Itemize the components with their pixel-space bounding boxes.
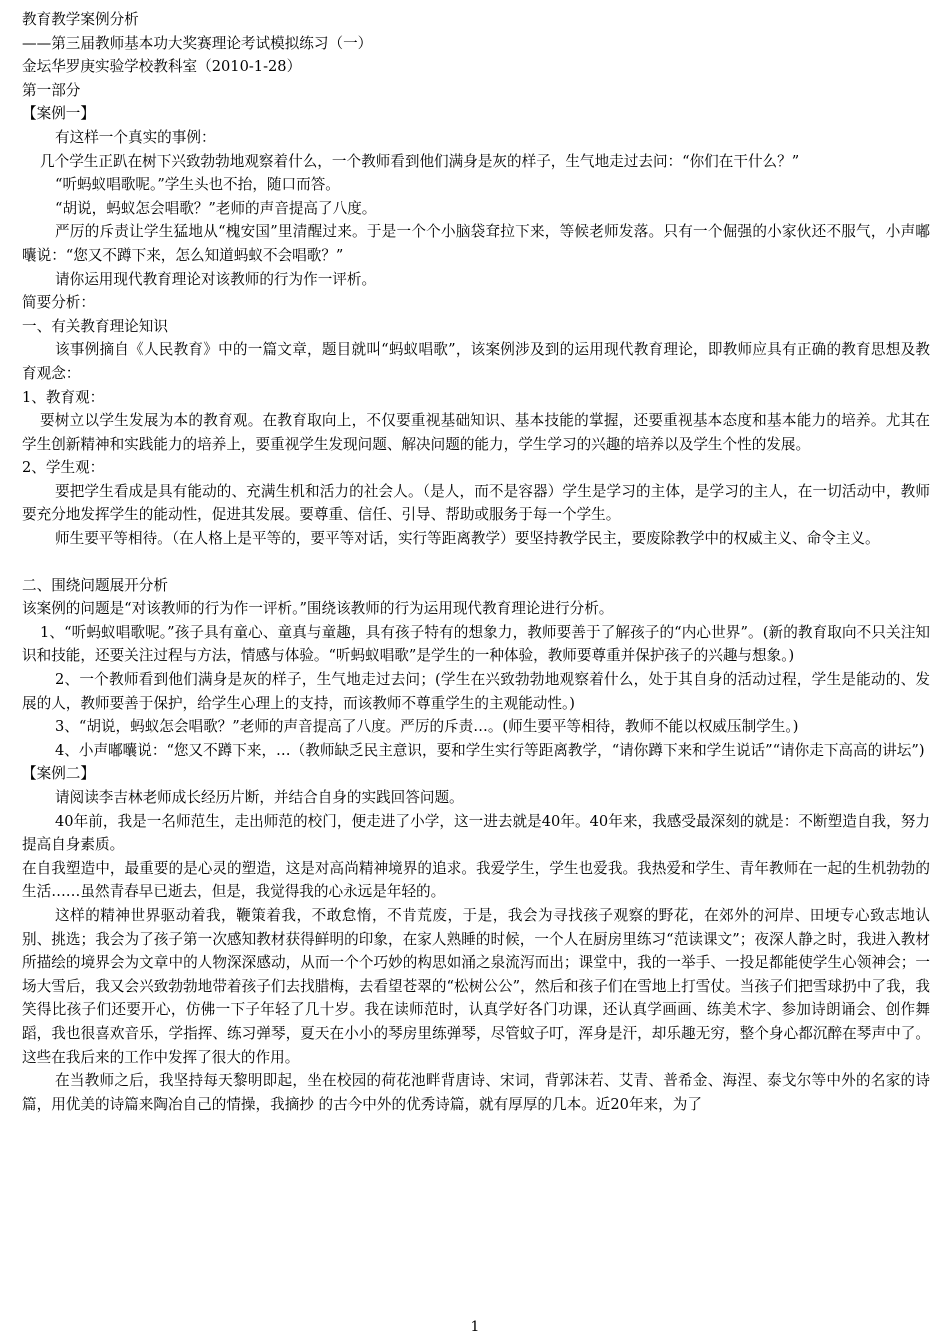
case2-paragraph: 请阅读李吉林老师成长经历片断，并结合自身的实践回答问题。 xyxy=(55,789,464,806)
case2-paragraph: 在当教师之后，我坚持每天黎明即起，坐在校园的荷花池畔背唐诗、宋词，背郭沫若、艾青、普希金、海涅、泰戈尔等中外的名家的诗篇，用优美的诗篇来陶冶自己的情操，我摘抄 的古今中外的优秀诗篇，就有厚厚的几本。近20年来，为了 xyxy=(22,1072,930,1113)
case1-paragraph: 请你运用现代教育理论对该教师的行为作一评析。 xyxy=(55,270,377,288)
analysis-heading: 简要分析： xyxy=(22,294,95,312)
page-number: 1 xyxy=(470,1319,480,1335)
subsection-heading: 2、学生观： xyxy=(22,459,105,477)
analysis-paragraph: 要树立以学生发展为本的教育观。在教育取向上，不仅要重视基础知识、基本技能的掌握，还要重视基本态度和基本能力的培养。尤其在学生创新精神和实践能力的培养上，要重视学生发现问题、解决问题的能力，学生学习的兴趣的培养以及学生个性的发展。 xyxy=(22,412,930,453)
document-body xyxy=(22,8,930,1116)
analysis-point: 3、“胡说，蚂蚁怎会唱歌？”老师的声音提高了八度。严厉的斥责…。(师生要平等相待，教师不能以权威压制学生。) xyxy=(55,718,799,736)
case1-heading: 【案例一】 xyxy=(22,105,95,123)
case2-heading: 【案例二】 xyxy=(22,765,95,783)
analysis-paragraph: 要把学生看成是具有能动的、充满生机和活力的社会人。（是人，而不是容器）学生是学习的主体，是学习的主人，在一切活动中，教师要充分地发挥学生的能动性，促进其发展。要尊重、信任、引导、帮助或服务于每一个学生。 xyxy=(22,482,930,524)
case1-paragraph: 严厉的斥责让学生猛地从“槐安国”里清醒过来。于是一个个小脑袋耷拉下来，等候老师发落。只有一个倔强的小家伙还不服气，小声嘟囔说：“您又不蹲下来，怎么知道蚂蚁不会唱歌？” xyxy=(22,223,930,264)
document-author: 金坛华罗庚实验学校教科室（2010-1-28） xyxy=(22,58,302,76)
part-heading: 第一部分 xyxy=(22,81,81,99)
analysis-paragraph: 师生要平等相待。（在人格上是平等的，要平等对话，实行等距离教学）要坚持教学民主，要废除教学中的权威主义、命令主义。 xyxy=(55,530,880,548)
analysis-point: 1、“听蚂蚁唱歌呢。”孩子具有童心、童真与童趣，具有孩子特有的想象力，教师要善于了解孩子的“内心世界”。(新的教育取向不只关注知识和技能，还要关注过程与方法，情感与体验。“听蚂蚁唱歌”是学生的一种体验，教师要尊重并保护孩子的兴趣与想象。) xyxy=(22,623,930,665)
case1-paragraph: 有这样一个真实的事例： xyxy=(55,128,216,146)
analysis-point: 4、小声嘟囔说：“您又不蹲下来，…（教师缺乏民主意识，要和学生实行等距离教学，“请你蹲下来和学生说话”“请你走下高高的讲坛”) xyxy=(55,741,925,759)
case2-paragraph: 在自我塑造中，最重要的是心灵的塑造，这是对高尚精神境界的追求。我爱学生，学生也爱我。我热爱和学生、青年教师在一起的生机勃勃的生活……虽然青春早已逝去，但是，我觉得我的心永远是年轻的。 xyxy=(22,859,930,901)
case1-paragraph: “胡说，蚂蚁怎会唱歌？”老师的声音提高了八度。 xyxy=(55,199,377,217)
document-title: 教育教学案例分析 xyxy=(22,11,139,28)
subsection-heading: 1、教育观： xyxy=(22,388,105,406)
analysis-paragraph: 该事例摘自《人民教育》中的一篇文章，题目就叫“蚂蚁唱歌”，该案例涉及到的运用现代教育理论，即教师应具有正确的教育思想及教育观念： xyxy=(22,341,930,382)
document-subtitle: ——第三届教师基本功大奖赛理论考试模拟练习（一） xyxy=(22,34,373,52)
section-heading: 二、围绕问题展开分析 xyxy=(22,576,168,594)
case2-paragraph: 这样的精神世界驱动着我，鞭策着我，不敢怠惰，不肯荒废，于是，我会为寻找孩子观察的野花，在郊外的河岸、田埂专心致志地认别、挑选；我会为了孩子第一次感知教材获得鲜明的印象，在家人熟睡的时候，一个人在厨房里练习“范读课文”；夜深人静之时，我进入教材所描绘的境界会为文章中的人物深深感动，从而一个个巧妙的构思如涌之泉流泻而出；课堂中，我的一举手、一投足都能使学生心领神会；一场大雪后，我又会兴致勃勃地带着孩子们去找腊梅，去看望苍翠的“松树公公”，然后和孩子们在雪地上打雪仗。当孩子们把雪球扔中了我，我笑得比孩子们还要开心，仿佛一下子年轻了几十岁。我在读师范时，认真学好各门功课，还认真学画画、练美术字、参加诗朗诵会、创作舞蹈，我也很喜欢音乐，学指挥、练习弹琴，夏天在小小的琴房里练弹琴，尽管蚊子叮，浑身是汗，却乐趣无穷，整个身心都沉醉在琴声中了。这些在我后来的工作中发挥了很大的作用。 xyxy=(22,906,930,1066)
analysis-paragraph: 该案例的问题是“对该教师的行为作一评析。”围绕该教师的行为运用现代教育理论进行分析。 xyxy=(22,600,614,618)
case1-paragraph: “听蚂蚁唱歌呢。”学生头也不抬，随口而答。 xyxy=(55,176,340,194)
analysis-point: 2、一个教师看到他们满身是灰的样子，生气地走过去问；(学生在兴致勃勃地观察着什么，处于其自身的活动过程，学生是能动的、发展的人，教师要善于保护，给学生心理上的支持，而该教师不尊重学生的主观能动性。) xyxy=(22,671,930,712)
blank-line xyxy=(22,551,930,574)
case1-paragraph: 几个学生正趴在树下兴致勃勃地观察着什么，一个教师看到他们满身是灰的样子，生气地走过去问：“你们在干什么？” xyxy=(40,152,800,170)
section-heading: 一、有关教育理论知识 xyxy=(22,317,168,335)
case2-paragraph: 40年前，我是一名师范生，走出师范的校门，便走进了小学，这一进去就是40年。40年来，我感受最深刻的就是：不断塑造自我，努力提高自身素质。 xyxy=(22,812,930,854)
